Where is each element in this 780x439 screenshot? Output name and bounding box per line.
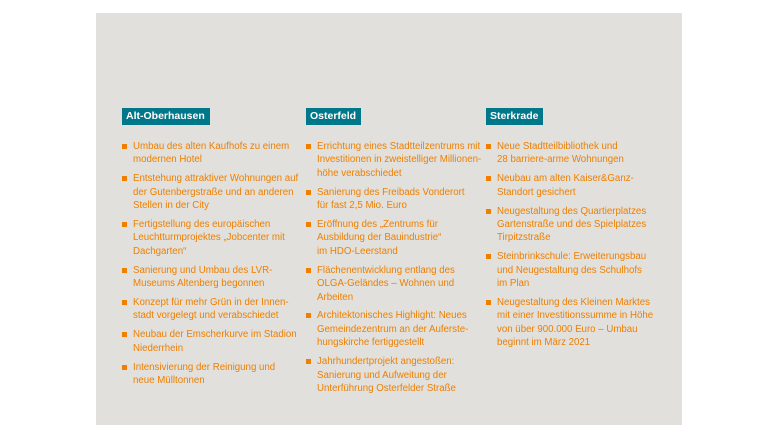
list-item-line: mit einer Investitionssumme in Höhe [497, 310, 654, 322]
square-bullet-icon [122, 300, 127, 305]
list-item-line: OLGA-Geländes – Wohnen und [317, 278, 455, 290]
list-item [122, 140, 290, 167]
list-item [306, 309, 474, 349]
list-item-line: 28 barriere-arme Wohnungen [497, 154, 624, 166]
list-item-line: Niederrhein [133, 342, 184, 354]
list-item-text [317, 264, 474, 304]
list-item-line: Tirpitzstraße [497, 232, 551, 244]
list-item-line: beginnt im März 2021 [497, 337, 591, 349]
list-item-line: Umbau des alten Kaufhofs zu einem [133, 141, 290, 152]
square-bullet-icon [486, 176, 491, 181]
list-item-line: Architektonisches Highlight: Neues [317, 310, 467, 322]
list-item [486, 250, 656, 290]
info-panel [96, 13, 682, 425]
list-item-line: Neugestaltung des Kleinen Marktes [497, 297, 650, 309]
square-bullet-icon [122, 222, 127, 227]
list-item-line: Standort gesichert [497, 186, 576, 198]
column-heading: Osterfeld [306, 108, 361, 125]
column-heading: Alt-Oberhausen [122, 108, 210, 125]
list-item-line: Entstehung attraktiver Wohnungen auf [133, 173, 299, 185]
square-bullet-icon [306, 222, 311, 227]
list-item-text [317, 355, 474, 395]
square-bullet-icon [486, 254, 491, 259]
list-item-line: Sanierung des Freibads Vonderort [317, 186, 465, 198]
column-heading: Sterkrade [486, 108, 543, 125]
list-item [122, 361, 282, 388]
list-item-text [133, 172, 299, 212]
list-item-line: höhe verabschiedet [317, 167, 402, 179]
list-item-line: Fertigstellung des europäischen [133, 219, 271, 231]
list-item-line: Dachgarten“ [133, 245, 187, 257]
list-item-line: modernen Hotel [133, 154, 202, 166]
list-item-text [497, 172, 656, 199]
list-item [306, 218, 474, 258]
list-item [486, 172, 656, 199]
list-item-text [317, 309, 474, 349]
list-item-line: stadt vorgelegt und verabschiedet [133, 310, 279, 322]
list-item-line: Unterführung Osterfelder Straße [317, 383, 456, 394]
square-bullet-icon [122, 144, 127, 149]
list-item [306, 140, 482, 180]
square-bullet-icon [306, 313, 311, 318]
list-item-line: Neue Stadtteilbibliothek und [497, 141, 618, 152]
list-item-line: Neugestaltung des Quartierplatzes [497, 205, 647, 217]
list-item-line: Jahrhundertprojekt angestoßen: [317, 356, 455, 368]
list-item-text [497, 205, 656, 245]
list-item-text [133, 218, 285, 258]
square-bullet-icon [486, 300, 491, 305]
square-bullet-icon [122, 268, 127, 273]
list-item-line: Intensivierung der Reinigung und [133, 361, 276, 373]
list-item-text [317, 186, 474, 213]
list-item-text [497, 140, 656, 167]
list-item [486, 140, 656, 167]
list-item-line: Gartenstraße und des Spielplatzes [497, 219, 647, 231]
list-item-line: Flächenentwicklung entlang des [317, 264, 455, 276]
list-item-line: im HDO-Leerstand [317, 245, 398, 257]
list-item-text [133, 140, 290, 167]
list-item [122, 264, 282, 291]
square-bullet-icon [122, 176, 127, 181]
square-bullet-icon [122, 332, 127, 337]
list-item-line: von über 900.000 Euro – Umbau [497, 323, 638, 335]
list-item [306, 264, 474, 304]
list-item-line: Sanierung und Umbau des LVR- [133, 264, 273, 276]
list-item [122, 172, 299, 212]
list-item-line: Neubau am alten Kaiser&Ganz- [497, 173, 634, 185]
list-item [122, 328, 297, 355]
square-bullet-icon [486, 209, 491, 214]
list-item-text [497, 250, 656, 290]
list-item-line: Errichtung eines Stadtteilzentrums mit [317, 141, 481, 152]
list-item-line: Arbeiten [317, 291, 354, 303]
square-bullet-icon [122, 365, 127, 370]
list-item-text [133, 296, 289, 323]
square-bullet-icon [306, 190, 311, 195]
square-bullet-icon [306, 144, 311, 149]
list-item-line: Stellen in der City [133, 200, 209, 212]
list-item [122, 218, 285, 258]
list-item [306, 355, 474, 395]
list-item-line: Sanierung und Aufweitung der [317, 369, 447, 381]
project-list [306, 140, 482, 395]
list-item-line: Leuchtturmprojektes „Jobcenter mit [133, 232, 285, 244]
list-item [306, 186, 474, 213]
list-item-line: Konzept für mehr Grün in der Innen- [133, 297, 289, 309]
list-item [122, 296, 289, 323]
list-item-text [317, 218, 474, 258]
list-item [486, 296, 656, 350]
list-item-line: neue Mülltonnen [133, 375, 205, 387]
column-sterkrade [486, 106, 656, 355]
list-item-text [317, 140, 482, 180]
column-alt-oberhausen [122, 106, 299, 393]
project-list [486, 140, 656, 350]
list-item-line: hungskirche fertiggestellt [317, 337, 425, 349]
list-item-line: Neubau der Emscherkurve im Stadion [133, 329, 297, 341]
list-item-line: Investitionen in zweistelliger Millionen- [317, 154, 482, 166]
list-item-text [133, 361, 282, 388]
list-item-line: Eröffnung des „Zentrums für [317, 219, 438, 231]
list-item-line: Museums Altenberg begonnen [133, 278, 265, 290]
square-bullet-icon [306, 359, 311, 364]
list-item-line: Gemeindezentrum an der Auferste- [317, 323, 469, 335]
square-bullet-icon [306, 268, 311, 273]
project-list [122, 140, 299, 388]
list-item-text [133, 328, 297, 355]
list-item [486, 205, 656, 245]
list-item-line: Steinbrinkschule: Erweiterungsbau [497, 251, 647, 263]
list-item-text [497, 296, 656, 350]
list-item-line: der Gutenbergstraße und an anderen [133, 186, 294, 198]
column-osterfeld [306, 106, 482, 401]
list-item-line: im Plan [497, 278, 530, 290]
list-item-line: und Neugestaltung des Schulhofs [497, 264, 642, 276]
list-item-line: Ausbildung der Bauindustrie“ [317, 232, 442, 244]
list-item-line: für fast 2,5 Mio. Euro [317, 200, 407, 212]
square-bullet-icon [486, 144, 491, 149]
list-item-text [133, 264, 282, 291]
